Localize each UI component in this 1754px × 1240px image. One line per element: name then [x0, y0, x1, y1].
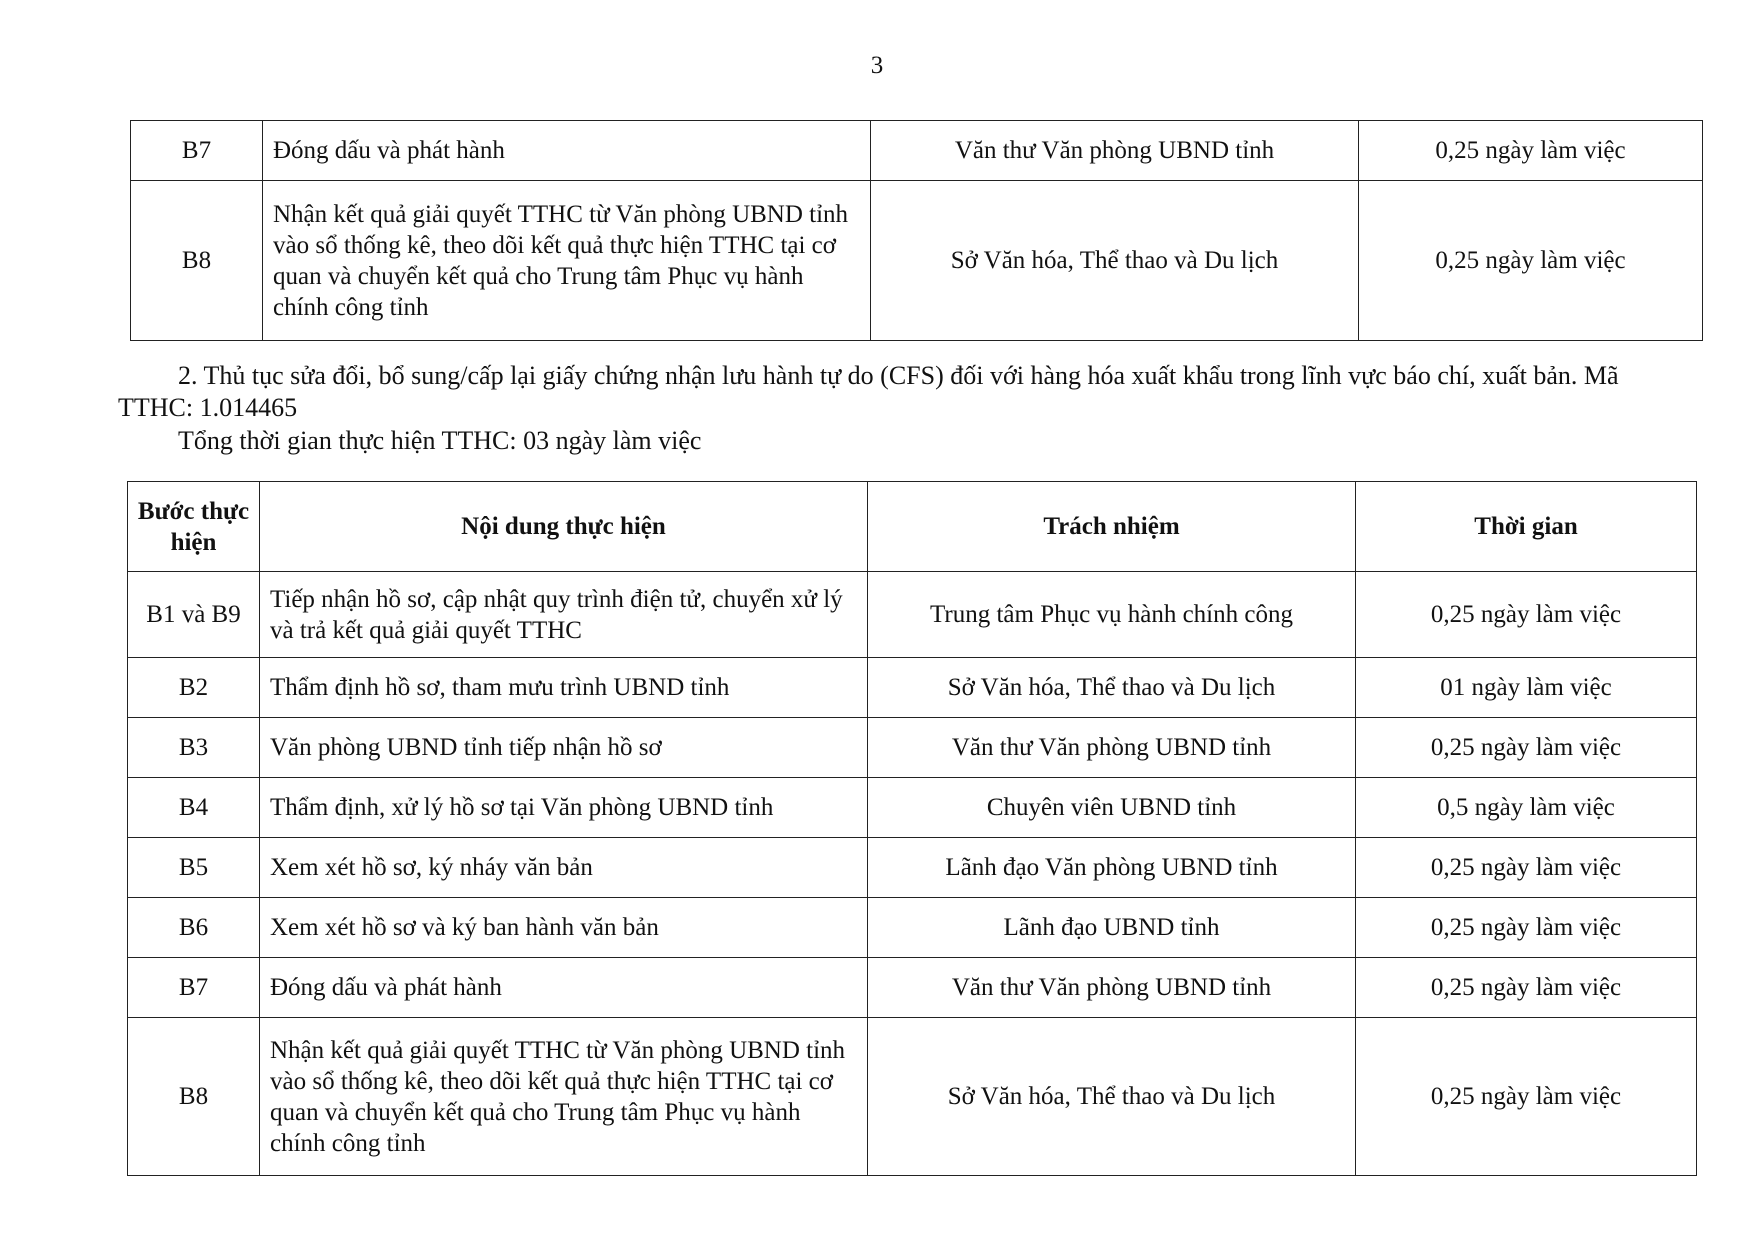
table-row	[128, 778, 1697, 838]
header-step: Bước thực hiện	[128, 482, 260, 572]
responsibility-cell: Sở Văn hóa, Thể thao và Du lịch	[871, 181, 1359, 341]
table-row	[128, 838, 1697, 898]
time-cell: 0,25 ngày làm việc	[1359, 121, 1703, 181]
content-cell: Tiếp nhận hồ sơ, cập nhật quy trình điện tử, chuyển xử lý và trả kết quả giải quyết TTHC	[260, 572, 868, 658]
step-cell: B8	[128, 1018, 260, 1176]
step-cell: B5	[128, 838, 260, 898]
time-cell: 0,25 ngày làm việc	[1356, 718, 1697, 778]
time-cell: 0,25 ngày làm việc	[1356, 838, 1697, 898]
table-row	[128, 898, 1697, 958]
step-cell: B3	[128, 718, 260, 778]
time-cell: 01 ngày làm việc	[1356, 658, 1697, 718]
time-cell: 0,25 ngày làm việc	[1359, 181, 1703, 341]
content-cell: Thẩm định, xử lý hồ sơ tại Văn phòng UBND tỉnh	[260, 778, 868, 838]
content-cell: Nhận kết quả giải quyết TTHC từ Văn phòng UBND tỉnh vào sổ thống kê, theo dõi kết quả thực hiện TTHC tại cơ quan và chuyển kết quả cho Trung tâm Phục vụ hành chính công tỉnh	[263, 181, 871, 341]
step-cell: B4	[128, 778, 260, 838]
responsibility-cell: Lãnh đạo Văn phòng UBND tỉnh	[868, 838, 1356, 898]
responsibility-cell: Văn thư Văn phòng UBND tỉnh	[871, 121, 1359, 181]
time-cell: 0,5 ngày làm việc	[1356, 778, 1697, 838]
table-header-row	[128, 482, 1697, 572]
header-time: Thời gian	[1356, 482, 1697, 572]
responsibility-cell: Sở Văn hóa, Thể thao và Du lịch	[868, 1018, 1356, 1176]
step-cell: B7	[131, 121, 263, 181]
step-cell: B6	[128, 898, 260, 958]
procedure-total-time: Tổng thời gian thực hiện TTHC: 03 ngày làm việc	[178, 426, 702, 455]
step-cell: B7	[128, 958, 260, 1018]
content-cell: Thẩm định hồ sơ, tham mưu trình UBND tỉnh	[260, 658, 868, 718]
table-row	[128, 718, 1697, 778]
time-cell: 0,25 ngày làm việc	[1356, 1018, 1697, 1176]
time-cell: 0,25 ngày làm việc	[1356, 958, 1697, 1018]
content-cell: Xem xét hồ sơ và ký ban hành văn bản	[260, 898, 868, 958]
step-cell: B1 và B9	[128, 572, 260, 658]
header-responsibility: Trách nhiệm	[868, 482, 1356, 572]
responsibility-cell: Sở Văn hóa, Thể thao và Du lịch	[868, 658, 1356, 718]
responsibility-cell: Lãnh đạo UBND tỉnh	[868, 898, 1356, 958]
procedure-table-continued	[130, 120, 1703, 341]
procedure-steps-table	[127, 481, 1697, 1176]
procedure-title: 2. Thủ tục sửa đổi, bổ sung/cấp lại giấy chứng nhận lưu hành tự do (CFS) đối với hàng hóa xuất khẩu trong lĩnh vực báo chí, xuất bản. Mã TTHC: 1.014465	[118, 361, 1619, 422]
table-row	[131, 181, 1703, 341]
responsibility-cell: Văn thư Văn phòng UBND tỉnh	[868, 958, 1356, 1018]
time-cell: 0,25 ngày làm việc	[1356, 572, 1697, 658]
content-cell: Đóng dấu và phát hành	[263, 121, 871, 181]
responsibility-cell: Chuyên viên UBND tỉnh	[868, 778, 1356, 838]
responsibility-cell: Trung tâm Phục vụ hành chính công	[868, 572, 1356, 658]
content-cell: Xem xét hồ sơ, ký nháy văn bản	[260, 838, 868, 898]
step-cell: B8	[131, 181, 263, 341]
table-row	[128, 958, 1697, 1018]
page-number: 3	[870, 52, 884, 79]
time-cell: 0,25 ngày làm việc	[1356, 898, 1697, 958]
table-row	[128, 1018, 1697, 1176]
content-cell: Văn phòng UBND tỉnh tiếp nhận hồ sơ	[260, 718, 868, 778]
content-cell: Nhận kết quả giải quyết TTHC từ Văn phòng UBND tỉnh vào sổ thống kê, theo dõi kết quả thực hiện TTHC tại cơ quan và chuyển kết quả cho Trung tâm Phục vụ hành chính công tỉnh	[260, 1018, 868, 1176]
table-row	[131, 121, 1703, 181]
content-cell: Đóng dấu và phát hành	[260, 958, 868, 1018]
header-content: Nội dung thực hiện	[260, 482, 868, 572]
step-cell: B2	[128, 658, 260, 718]
table-row	[128, 572, 1697, 658]
responsibility-cell: Văn thư Văn phòng UBND tỉnh	[868, 718, 1356, 778]
table-row	[128, 658, 1697, 718]
